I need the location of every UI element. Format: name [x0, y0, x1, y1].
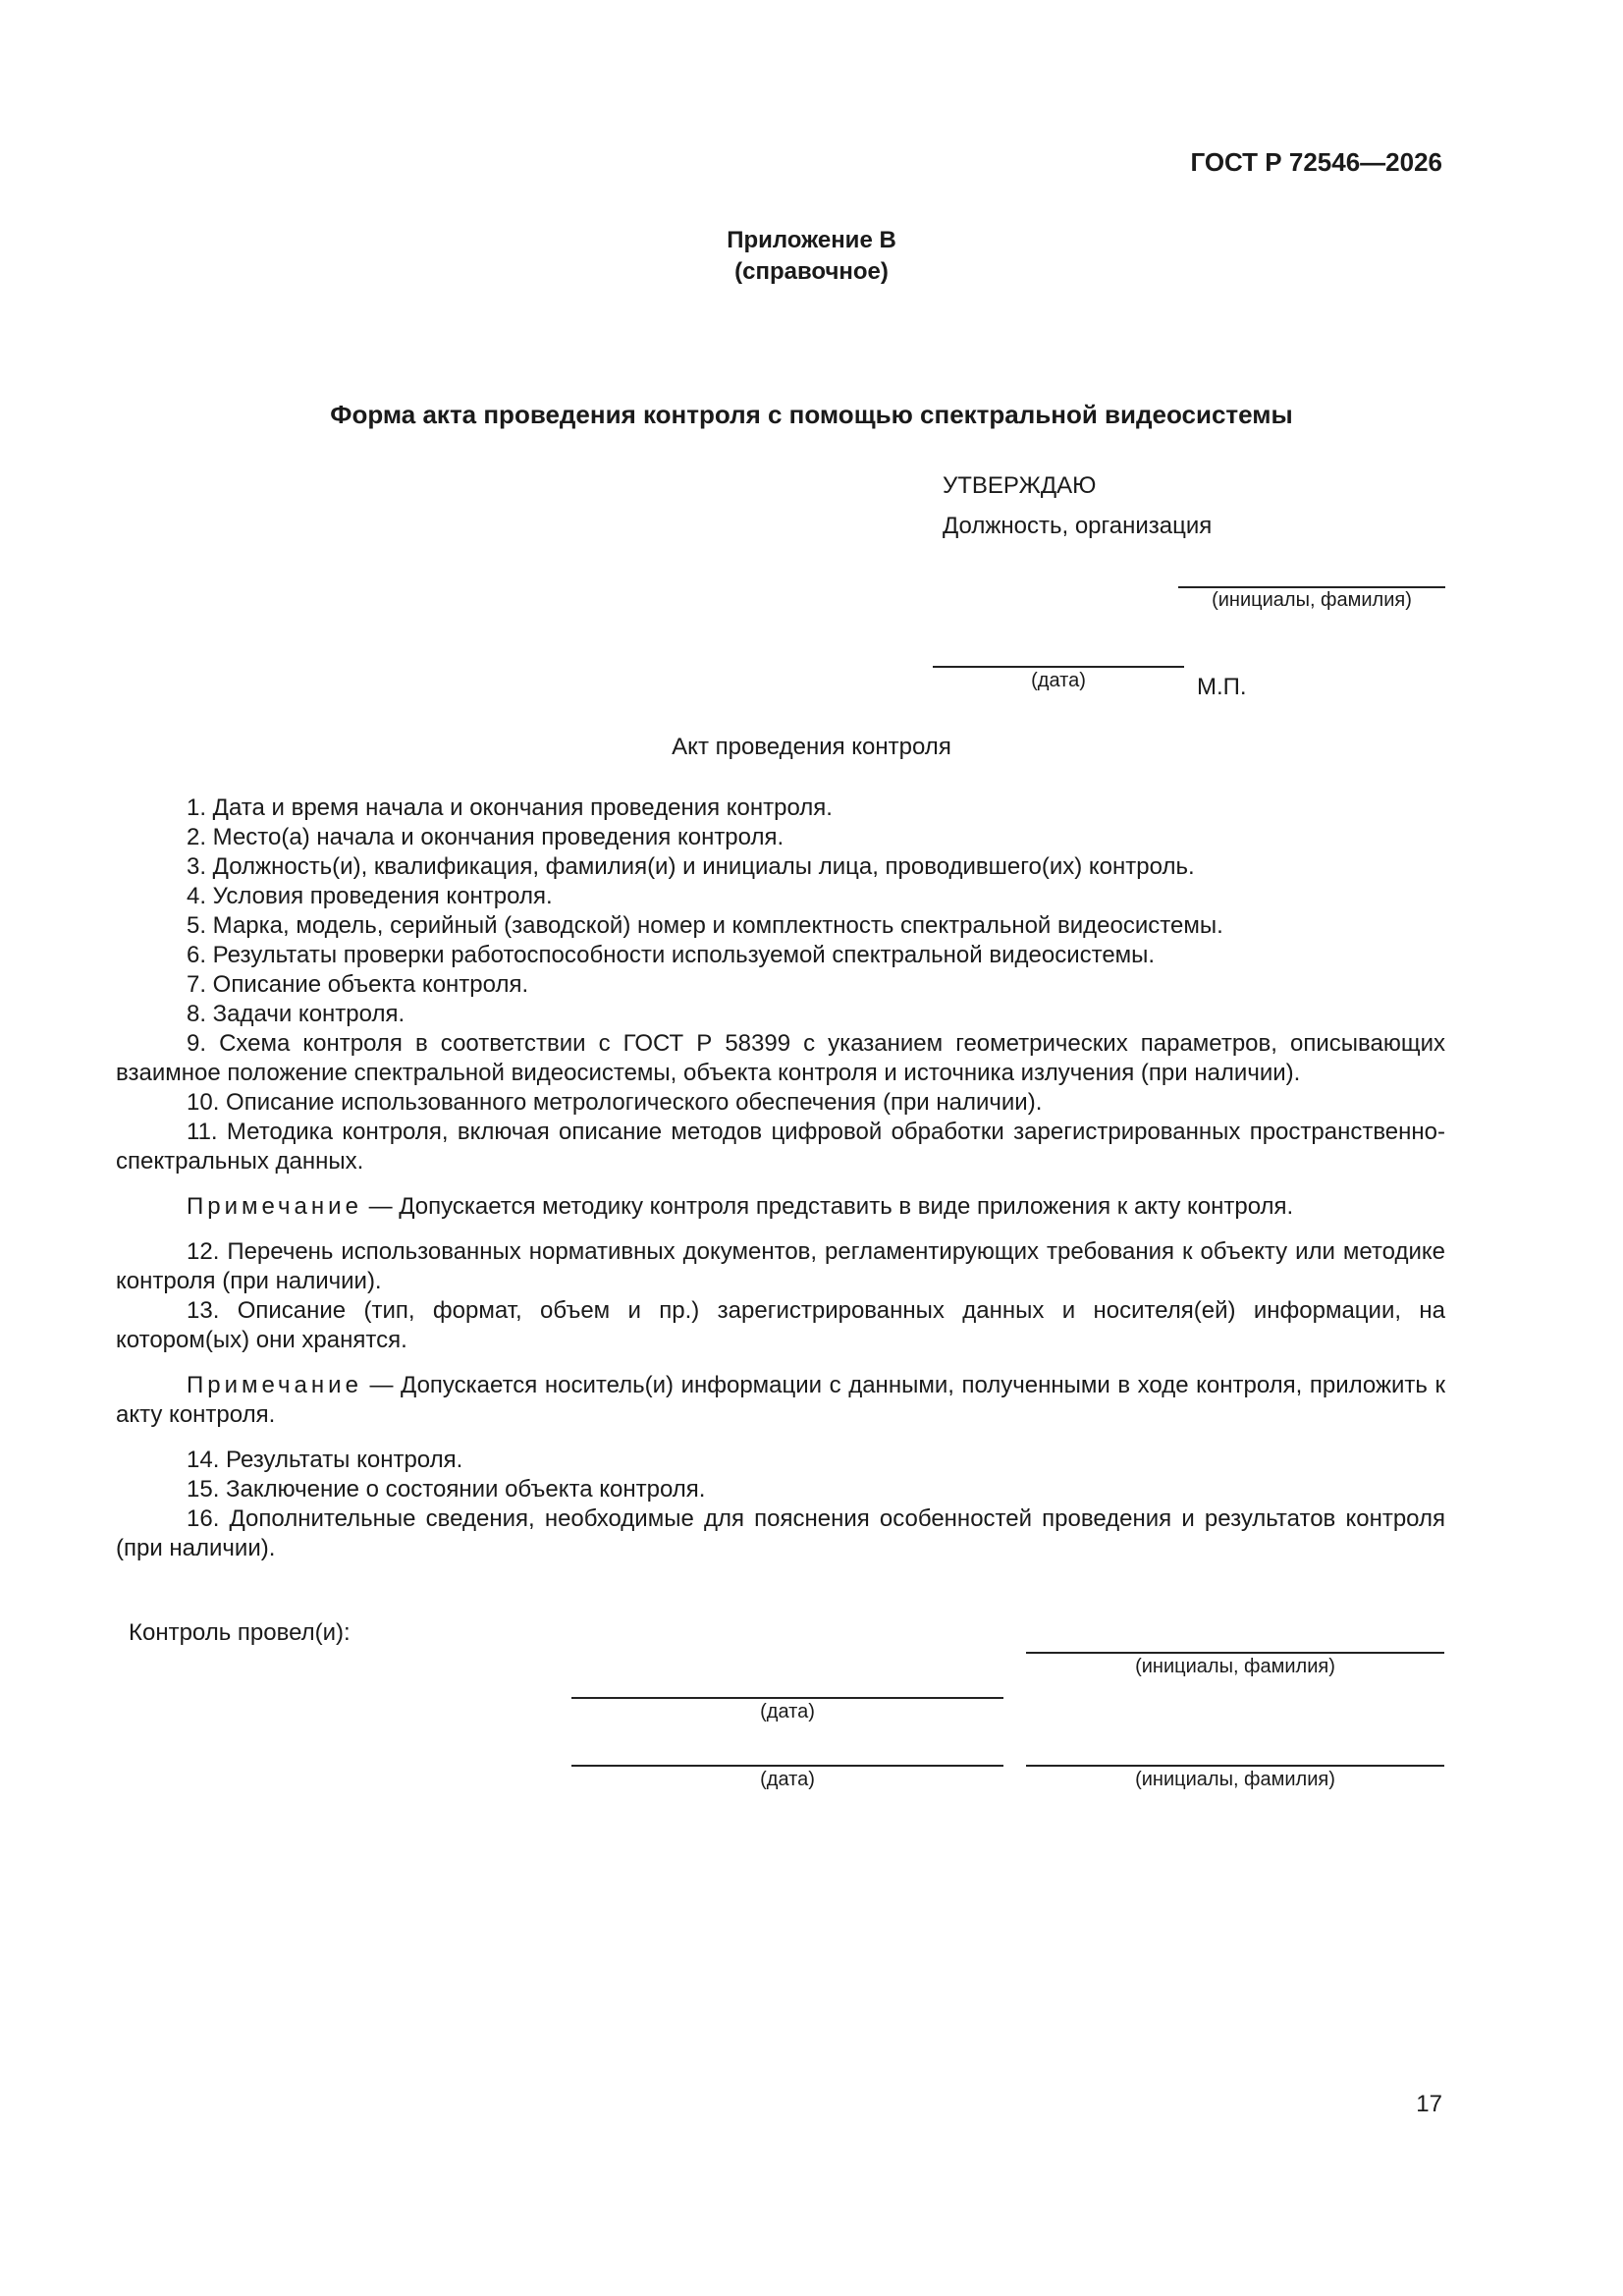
list-item: 14. Результаты контроля. — [187, 1447, 463, 1473]
position-label: Должность, организация — [943, 513, 1213, 539]
list-item: 11. Методика контроля, включая описание методов цифровой обработки зарегистрированных пространственно-спектральных данных. — [116, 1119, 1445, 1175]
initials-caption: (инициалы, фамилия) — [1135, 1656, 1335, 1677]
appendix-title: Приложение В — [727, 227, 896, 253]
note-label: Примечание — [187, 1193, 362, 1220]
initials-line — [1178, 586, 1445, 588]
signature-line — [1026, 1765, 1444, 1767]
list-item: 7. Описание объекта контроля. — [187, 971, 529, 998]
note — [116, 1192, 1445, 1222]
approve-label: УТВЕРЖДАЮ — [943, 472, 1097, 499]
note-text: — Допускается носитель(и) информации с данными, полученными в ходе контроля, приложить к акту контроля. — [116, 1372, 1445, 1428]
act-body — [116, 793, 1445, 1563]
list-item: 15. Заключение о состоянии объекта контроля. — [187, 1476, 706, 1503]
list-item: 9. Схема контроля в соответствии с ГОСТ Р 58399 с указанием геометрических параметров, описывающих взаимное положение спектральной видеосистемы, объекта контроля и источника излучения (при наличии). — [116, 1030, 1445, 1086]
initials-caption: (инициалы, фамилия) — [1135, 1769, 1335, 1790]
list-item: 8. Задачи контроля. — [187, 1001, 406, 1027]
document-code: ГОСТ Р 72546—2026 — [1190, 147, 1442, 177]
list-item: 1. Дата и время начала и окончания проведения контроля. — [187, 794, 833, 821]
list-item: 4. Условия проведения контроля. — [187, 883, 553, 909]
page-number: 17 — [1416, 2091, 1442, 2117]
performed-by-label: Контроль провел(и): — [129, 1619, 351, 1646]
list-item: 16. Дополнительные сведения, необходимые для пояснения особенностей проведения и результатов контроля (при наличии). — [116, 1505, 1445, 1561]
date-caption: (дата) — [760, 1769, 815, 1790]
date-line — [571, 1697, 1003, 1699]
date-caption: (дата) — [760, 1701, 815, 1722]
list-item: 6. Результаты проверки работоспособности используемой спектральной видеосистемы. — [187, 942, 1156, 968]
appendix-subtitle: (справочное) — [734, 258, 889, 285]
list-item: 5. Марка, модель, серийный (заводской) номер и комплектность спектральной видеосистемы. — [187, 912, 1223, 939]
act-title: Акт проведения контроля — [672, 734, 951, 760]
note-label: Примечание — [187, 1372, 362, 1398]
list-item: 10. Описание использованного метрологического обеспечения (при наличии). — [187, 1089, 1043, 1116]
date-caption: (дата) — [1031, 670, 1086, 691]
list-item: 13. Описание (тип, формат, объем и пр.) зарегистрированных данных и носителя(ей) информации, на котором(ых) они хранятся. — [116, 1297, 1445, 1353]
initials-caption: (инициалы, фамилия) — [1212, 589, 1412, 611]
signature-line — [1026, 1652, 1444, 1654]
list-item: 12. Перечень использованных нормативных документов, регламентирующих требования к объекту или методике контроля (при наличии). — [116, 1238, 1445, 1294]
note — [116, 1371, 1445, 1430]
list-item: 3. Должность(и), квалификация, фамилия(и) и инициалы лица, проводившего(их) контроль. — [187, 853, 1195, 880]
date-line — [571, 1765, 1003, 1767]
note-text: — Допускается методику контроля представить в виде приложения к акту контроля. — [368, 1193, 1294, 1220]
form-title: Форма акта проведения контроля с помощью спектральной видеосистемы — [330, 400, 1293, 429]
stamp-label: М.П. — [1197, 674, 1247, 700]
date-line — [933, 666, 1184, 668]
list-item: 2. Место(а) начала и окончания проведения контроля. — [187, 824, 784, 850]
